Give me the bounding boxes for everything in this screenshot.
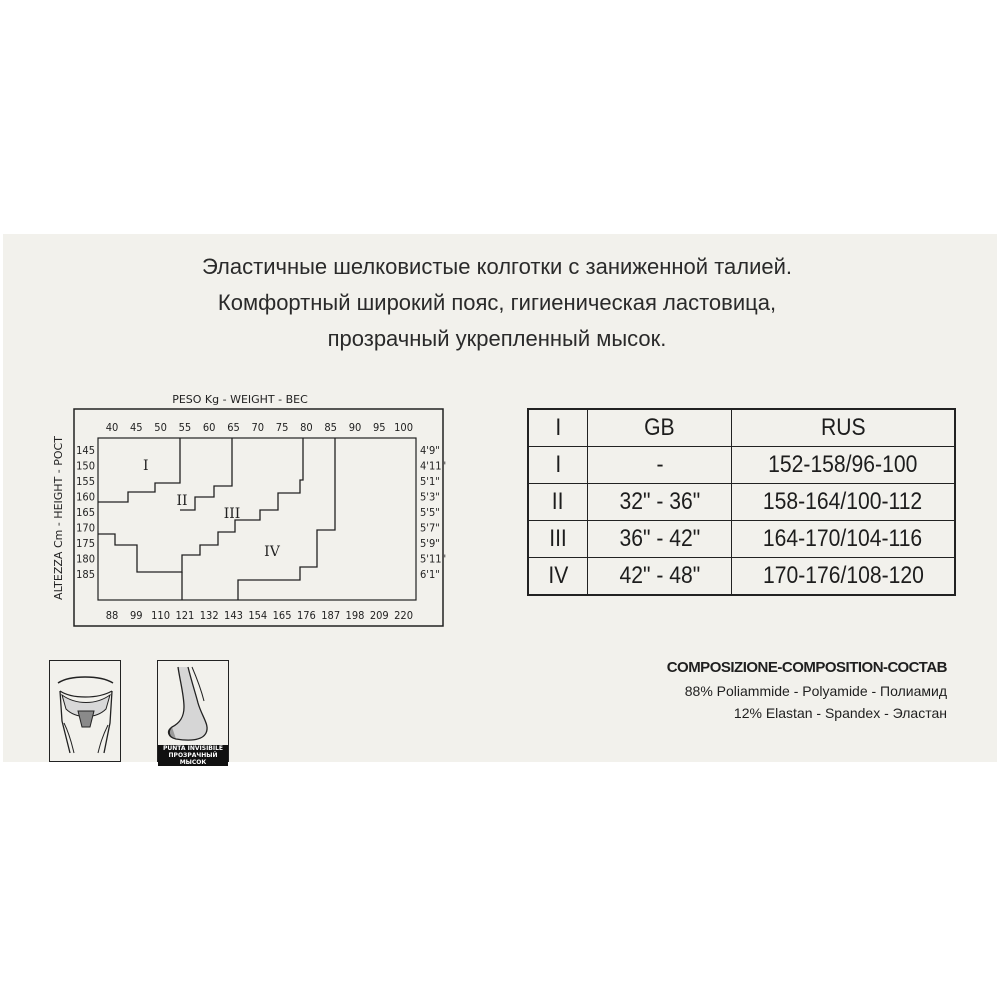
header-cell-gb: GB	[588, 409, 732, 447]
table-cell-rus: 152-158/96-100	[732, 447, 956, 484]
header-cell-rus: RUS	[732, 409, 956, 447]
weight-kg-tick: 65	[227, 421, 240, 434]
zone-boundaries	[98, 438, 335, 600]
table-cell-rus: 158-164/100-112	[732, 484, 956, 521]
table-row	[528, 558, 955, 596]
weight-lb-tick: 220	[394, 609, 414, 622]
height-ft-tick: 6'1"	[420, 568, 440, 581]
height-cm-tick: 165	[76, 506, 95, 519]
weight-lb-tick: 154	[248, 609, 268, 622]
height-ft-tick: 5'11"	[420, 552, 447, 566]
weight-lb-tick: 187	[321, 609, 341, 622]
table-header-row	[528, 409, 955, 447]
table-cell-gb: 32" - 36"	[588, 484, 732, 521]
height-ft-tick: 5'1"	[420, 475, 440, 488]
height-ft-tick: 5'7"	[420, 521, 440, 535]
weight-kg-tick: 85	[324, 421, 337, 434]
table-cell-size: IV	[528, 558, 588, 596]
weight-kg-tick: 40	[105, 421, 119, 434]
weight-lb-tick: 132	[199, 609, 219, 622]
composition-title: COMPOSIZIONE-COMPOSITION-СОСТАВ	[666, 659, 947, 676]
weight-kg-tick: 90	[348, 421, 362, 434]
height-ft-tick: 4'9"	[420, 444, 440, 457]
toe-label-ru: ПРОЗРАЧНЫЙ МЫСОК	[158, 752, 228, 766]
weight-lb-tick: 110	[151, 609, 171, 622]
weight-kg-tick: 55	[178, 421, 192, 434]
zone-boundary-inner	[180, 438, 232, 510]
weight-kg-tick: 45	[130, 421, 143, 434]
zone-boundary-3-4	[238, 438, 335, 600]
zone-label-3: III	[223, 506, 241, 522]
table-cell-rus: 164-170/104-116	[732, 521, 956, 558]
waistband-icon	[49, 660, 121, 762]
weight-kg-tick: 95	[373, 421, 386, 434]
toe-label-it: PUNTA INVISIBILE	[158, 745, 228, 752]
table-cell-gb: 42" - 48"	[588, 558, 732, 596]
description-line-2: Комфортный широкий пояс, гигиеническая ластовица,	[217, 290, 777, 315]
description-line-3: прозрачный укрепленный мысок.	[327, 326, 667, 351]
weight-lb-tick: 99	[130, 609, 143, 622]
table-cell-rus: 170-176/108-120	[732, 558, 956, 596]
weight-lb-tick: 209	[369, 609, 389, 622]
zone-label-2: II	[176, 493, 188, 509]
height-cm-tick: 160	[76, 490, 95, 504]
table-row	[528, 521, 955, 558]
zone-label-4: IV	[264, 544, 280, 560]
table-cell-size: I	[528, 447, 588, 484]
description-line-1: Эластичные шелковистые колготки с заниженной талией.	[201, 254, 793, 279]
table-cell-size: III	[528, 521, 588, 558]
height-cm-tick: 175	[76, 537, 95, 550]
weight-lb-tick: 165	[272, 609, 292, 622]
height-cm-tick: 185	[76, 568, 95, 581]
composition-line-2: 12% Elastan - Spandex - Эластан	[733, 705, 947, 721]
weight-kg-tick: 70	[251, 421, 265, 434]
toe-icon	[157, 660, 229, 766]
weight-lb-tick: 176	[296, 609, 316, 622]
weight-lb-tick: 143	[224, 609, 243, 622]
zone-label-1: I	[143, 458, 149, 474]
weight-kg-tick: 100	[394, 421, 414, 434]
height-cm-tick: 170	[76, 521, 95, 535]
weight-kg-tick: 80	[300, 421, 313, 434]
height-cm-tick: 145	[76, 444, 95, 457]
height-axis-title: ALTEZZA Cm - HEIGHT - РОСТ	[52, 436, 65, 600]
table-row	[528, 447, 955, 484]
height-ft-tick: 5'9"	[420, 537, 440, 550]
weight-lb-tick: 88	[105, 609, 119, 622]
chart-frame	[74, 409, 443, 626]
weight-axis-title: PESO Kg - WEIGHT - ВЕС	[172, 393, 308, 406]
height-cm-tick: 150	[76, 459, 95, 473]
height-cm-tick: 180	[76, 552, 95, 566]
table-cell-size: II	[528, 484, 588, 521]
weight-lb-tick: 198	[345, 609, 365, 622]
weight-kg-tick: 75	[275, 421, 289, 434]
weight-lb-tick: 121	[175, 609, 195, 622]
composition-line-1: 88% Poliammide - Polyamide - Полиамид	[684, 683, 947, 699]
size-table	[527, 408, 956, 596]
table-cell-gb: -	[588, 447, 732, 484]
header-cell-size: I	[528, 409, 588, 447]
zone-boundary-1-2	[98, 438, 180, 502]
table-row	[528, 484, 955, 521]
height-ft-tick: 5'3"	[420, 490, 440, 504]
height-cm-tick: 155	[76, 475, 95, 488]
weight-kg-tick: 60	[202, 421, 216, 434]
weight-kg-tick: 50	[154, 421, 167, 434]
height-ft-tick: 5'5"	[420, 506, 440, 519]
height-ft-tick: 4'11"	[420, 459, 447, 473]
table-cell-gb: 36" - 42"	[588, 521, 732, 558]
